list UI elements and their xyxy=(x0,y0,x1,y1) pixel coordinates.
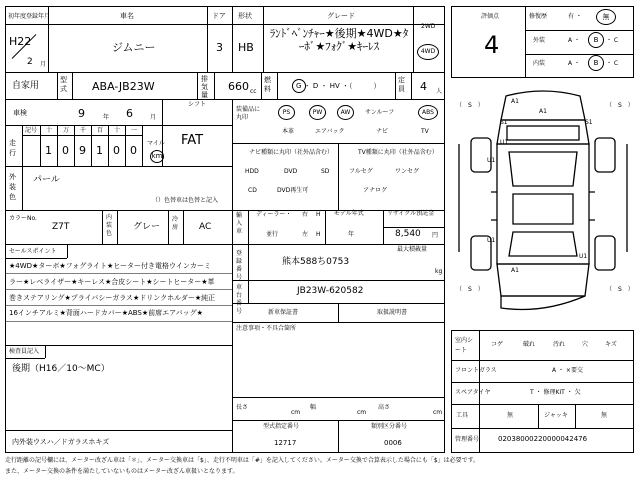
mileage-digit: 0 xyxy=(130,144,137,157)
navi-item-dvd: DVD xyxy=(284,168,298,175)
equip-item: エアバック xyxy=(315,128,345,135)
first-reg-month: 2 xyxy=(27,57,33,67)
jack-value: 無 xyxy=(601,412,608,419)
capacity: 4 xyxy=(420,80,427,93)
mark-a1-bonnet: A1 xyxy=(539,108,547,115)
interior-grade-label: 内装 xyxy=(533,60,546,67)
door-label: ドア xyxy=(212,12,226,20)
drive-4wd-circled: 4WD xyxy=(417,44,439,60)
navi-item-cd: CD xyxy=(248,187,257,194)
fuel-selected-circle xyxy=(292,79,306,93)
exterior-note: （）色替車は色替と記入 xyxy=(152,197,219,204)
equip-item: PS xyxy=(278,105,295,120)
recycle-label: リサイクル預託金 xyxy=(387,210,435,217)
ac-value: AC xyxy=(199,222,212,232)
equipment-label: 装備品に丸印 xyxy=(236,106,261,121)
interior-grade-circled: B xyxy=(588,55,604,71)
seat-label: 室内シート xyxy=(455,337,474,354)
bracket-s-right-top: （ S ） xyxy=(606,102,634,109)
ac-label: 冷房 xyxy=(172,216,179,231)
first-reg-label: 初年度登録年月 xyxy=(8,13,51,20)
shape: HB xyxy=(238,41,254,54)
repair-none-circled: 無 xyxy=(596,9,616,25)
car-name: ジムニー xyxy=(112,41,156,54)
seat-item-ana: 穴 xyxy=(582,341,589,348)
mileage-label: 走行 xyxy=(9,139,16,157)
mileage-digit: 0 xyxy=(62,144,69,157)
chassis-label: 車台番号 xyxy=(236,284,243,315)
sales-label: セールスポイント xyxy=(9,248,57,255)
import-right: 右 xyxy=(302,211,309,218)
color-no: Z7T xyxy=(52,222,70,232)
max-load-label: 最大積載量 xyxy=(397,246,428,253)
mark-u1-1: U1 xyxy=(500,139,509,146)
mileage-digit: 1 xyxy=(45,144,52,157)
month-unit2: 月 xyxy=(150,114,157,121)
glass-label: フロントガラス xyxy=(455,367,497,374)
displacement: 660 xyxy=(228,80,249,93)
sales-line-1: ★4WD★ターボ★フォグライト★ヒーター付き電格ウインカーミ xyxy=(9,262,211,270)
footer-line-1: 走行距離の記号欄には、メーター改ざん車は「＊」、メーター交換車は「$」、走行不明車は「#」を記入してください。メーター交換で合算表示した場合にも「$」は必要です。 xyxy=(5,457,480,464)
class-number: 0006 xyxy=(384,439,402,447)
bracket-s-right-bottom: （ S ） xyxy=(606,286,634,293)
import-h2: H xyxy=(316,231,321,238)
equip-item: PW xyxy=(309,105,326,120)
interior-color: グレー xyxy=(133,222,161,232)
grade-text: ﾗﾝﾄﾞﾍﾞﾝﾁｬｰ★後期★4WD★ﾀｰﾎﾞ★ﾌｫｸﾞ★ｷｰﾚｽ xyxy=(269,27,409,53)
mgmt-number: 02038000220000042476 xyxy=(498,435,588,443)
displacement-label: 排気量 xyxy=(201,75,208,99)
mileage-digit: 9 xyxy=(79,144,86,157)
inspector-note: 後期（H16／10～MC） xyxy=(12,364,110,374)
cc-unit: cc xyxy=(250,88,257,95)
mileage-column-label: 一 xyxy=(131,127,138,134)
car-name-label: 車名 xyxy=(120,12,134,20)
first-reg-year: H22 xyxy=(9,35,32,48)
seat-item-kizu: キズ xyxy=(605,341,617,348)
mark-a1-rear: A1 xyxy=(511,267,519,274)
equip-item: ABS xyxy=(418,105,438,120)
inspection-year: 9 xyxy=(78,107,85,120)
navi-item-hdd: HDD xyxy=(245,168,259,175)
inspection-label: 車検 xyxy=(13,109,27,117)
jack-label: ジャッキ xyxy=(544,412,568,419)
height-cm: cm xyxy=(433,409,443,416)
model-code: ABA-JB23W xyxy=(92,80,155,93)
score-value: 4 xyxy=(484,31,500,59)
inspector-label: 検査員記入 xyxy=(9,348,40,355)
mark-u1-3: U1 xyxy=(487,237,496,244)
equip-item: ナビ xyxy=(376,128,389,135)
tv-item-analog: アナログ xyxy=(363,187,388,194)
repair-label: 修復歴 xyxy=(529,13,548,20)
exterior-grade-tail: ・ C xyxy=(606,37,619,44)
model-year-label: モデル年式 xyxy=(334,210,364,217)
score-label: 評価点 xyxy=(481,13,500,20)
drive-2wd: 2WD xyxy=(421,23,436,30)
height-label: 高さ xyxy=(378,404,391,411)
capacity-unit: 人 xyxy=(436,88,443,95)
mileage-column-label: 十 xyxy=(114,127,121,134)
month-unit: 月 xyxy=(40,61,47,68)
import-parallel: 並行 xyxy=(266,231,279,238)
seat-item-koge: コゲ xyxy=(491,341,504,348)
bracket-s-left-bottom: （ S ） xyxy=(456,286,484,293)
exterior-grade-options: A ・ xyxy=(568,37,581,44)
sales-line-3: 巻きステアリング★プライバシーガラス★ドリンクホルダー★純正 xyxy=(9,294,216,302)
mile-label: マイル xyxy=(147,140,165,147)
use-type: 自家用 xyxy=(12,81,40,91)
interior-grade-options: A ・ xyxy=(568,60,581,67)
model-label: 型式 xyxy=(60,76,67,93)
mileage-digit: 1 xyxy=(96,144,103,157)
exterior-grade-circled: B xyxy=(588,32,604,48)
footer-line-2: また、メーター交換の条件を満たしていないものはメーター改ざん車扱いとなります。 xyxy=(5,468,239,475)
mileage-digit: 0 xyxy=(113,144,120,157)
recycle-value: 8,540 xyxy=(395,229,421,239)
mark-u1-4: U1 xyxy=(579,253,588,260)
seat-item-yabure: 破れ xyxy=(523,341,536,348)
equip-item: AW xyxy=(337,105,354,120)
sales-line-4: 16インチアルミ★背面ハードカバー★ABS★前席エアバッグ★ xyxy=(9,309,203,317)
mgmt-label: 管理番号 xyxy=(455,436,480,443)
repair-options: 有 ・ xyxy=(568,13,582,20)
mark-s1-right: S1 xyxy=(585,119,593,126)
length-cm: cm xyxy=(291,409,301,416)
import-h: H xyxy=(316,211,321,218)
tv-item-fullseg: フルセグ xyxy=(349,168,373,175)
tv-label: TV種類に丸印（社外品含む） xyxy=(358,149,438,156)
km-circled: km xyxy=(150,150,164,163)
exterior-grade-label: 外装 xyxy=(533,37,546,44)
equip-item: 本革 xyxy=(282,128,295,135)
manual-label: 取扱説明書 xyxy=(377,309,408,316)
exterior-label: 外装色 xyxy=(9,173,16,201)
mileage-column-label: 千 xyxy=(80,127,87,134)
mileage-code-label: 記号 xyxy=(25,127,38,134)
shape-label: 形状 xyxy=(238,12,252,20)
seat-item-yogore: 汚れ xyxy=(553,341,566,348)
navi-item-dvd-play: DVD再生可 xyxy=(277,187,309,194)
equip-item: サンルーフ xyxy=(365,109,395,116)
warranty-label: 新車保証書 xyxy=(268,309,299,316)
doors: 3 xyxy=(216,41,223,54)
equip-item: TV xyxy=(421,128,429,135)
model-year-value: 年 xyxy=(348,231,355,238)
shift-label: シフト xyxy=(188,101,207,108)
mark-a1-top: A1 xyxy=(511,98,519,105)
interior-grade-tail: ・ C xyxy=(606,60,619,67)
tools-value: 無 xyxy=(507,412,514,419)
navi-item-sd: SD xyxy=(321,168,330,175)
bracket-s-left-top: （ S ） xyxy=(456,102,484,109)
notes-label: 注意事項・不具合箇所 xyxy=(236,325,297,332)
certify-label: 型式指定番号 xyxy=(263,423,300,430)
glass-items: A ・ ×要交 xyxy=(552,367,583,374)
chassis-number: JB23W-620582 xyxy=(297,286,364,296)
certify-number: 12717 xyxy=(274,439,297,447)
grade-label: グレード xyxy=(327,12,355,20)
length-label: 長さ xyxy=(236,404,249,411)
import-dealer: ディーラー・ xyxy=(256,211,292,218)
import-left: 左 xyxy=(302,231,309,238)
mileage-column-label: 十 xyxy=(46,127,53,134)
tv-item-oneseg: ワンセグ xyxy=(395,168,420,175)
mark-u1-2: U1 xyxy=(487,157,496,164)
fuel-label: 燃料 xyxy=(264,76,271,93)
yen-unit: 円 xyxy=(432,232,439,239)
reg-number: 熊本588ち0753 xyxy=(282,257,350,267)
tools-label: 工具 xyxy=(456,412,469,419)
shift-value: FAT xyxy=(181,133,204,148)
mileage-column-label: 百 xyxy=(97,127,104,134)
year-unit: 年 xyxy=(103,114,110,121)
color-no-label: カラーNo. xyxy=(9,215,37,222)
spare-items: T ・ 修理KIT ・ 欠 xyxy=(530,389,581,396)
class-label: 類別区分番号 xyxy=(371,423,408,430)
import-label: 輸入車 xyxy=(236,212,243,235)
interior-color-label: 内装色 xyxy=(106,214,113,237)
spare-label: スペアタイヤ xyxy=(455,389,491,396)
sales-line-2: ラー★レベライザー★キーレス★合皮シート★シートヒーター★革 xyxy=(9,278,215,286)
width-cm: cm xyxy=(357,409,367,416)
capacity-label: 定員 xyxy=(398,76,405,93)
mark-s1-left: S1 xyxy=(500,119,508,126)
inspector-bottom-note: 内外装ウスハ／ドガラスホキズ xyxy=(12,438,110,446)
exterior-color: パール xyxy=(33,175,60,185)
inspection-month: 6 xyxy=(126,107,133,120)
fuel-options: G ・ D ・ HV ・（ ） xyxy=(296,82,381,90)
mileage-column-label: 万 xyxy=(63,127,70,134)
reg-label: 登録番号 xyxy=(236,250,243,281)
navi-label: ナビ種類に丸印（社外品含む） xyxy=(249,149,334,156)
width-label: 幅 xyxy=(310,404,317,411)
kg-unit: kg xyxy=(435,268,443,275)
